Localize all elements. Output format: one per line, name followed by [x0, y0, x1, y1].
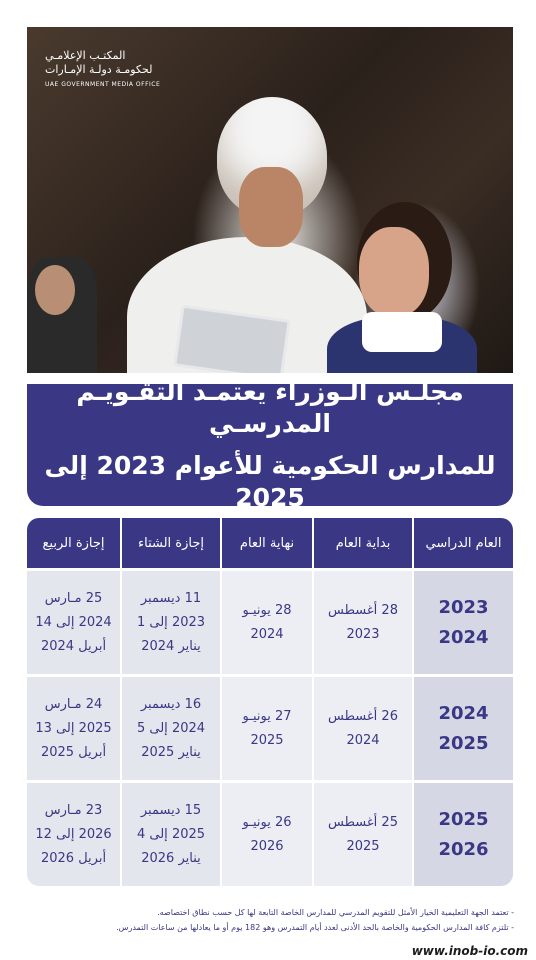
year-end: 2024: [438, 626, 489, 648]
header-spring-break: إجازة الربيع: [42, 535, 105, 551]
website-watermark: www.inob-io.com: [411, 944, 528, 958]
end-line1: 26 يونيـو: [242, 814, 292, 830]
cell-winter-break: [120, 571, 220, 674]
winter-line1: 11 ديسمبر: [140, 590, 202, 606]
cell-academic-year: [412, 783, 513, 886]
year-start: 2025: [438, 808, 489, 830]
table-header: [27, 518, 513, 568]
spring-line3: أبريل 2024: [40, 638, 107, 654]
start-line1: 26 أغسطس: [328, 708, 398, 724]
spring-line2: 2024 إلى 14: [35, 614, 112, 630]
cell-spring-break: [27, 783, 120, 886]
media-office-logo: [45, 49, 160, 88]
winter-line2: 2024 إلى 5: [136, 720, 206, 736]
year-start: 2024: [438, 702, 489, 724]
cell-spring-break: [27, 677, 120, 780]
header-year-end: نهاية العام: [220, 518, 312, 568]
spring-line3: أبريل 2026: [40, 850, 107, 866]
cell-year-start: [312, 783, 412, 886]
school-calendar-table: [27, 518, 513, 886]
spring-line1: 25 مـارس: [44, 590, 103, 606]
winter-line1: 16 ديسمبر: [140, 696, 202, 712]
cell-year-start: [312, 571, 412, 674]
year-end: 2026: [438, 838, 489, 860]
title-line1: مجلـس الـوزراء يعتمـد التقـويـم المدرسـي: [76, 377, 464, 438]
start-line1: 28 أغسطس: [328, 602, 398, 618]
year-start: 2023: [438, 596, 489, 618]
cell-academic-year: [412, 571, 513, 674]
spring-line2: 2026 إلى 12: [35, 826, 112, 842]
winter-line3: يناير 2024: [141, 638, 201, 654]
start-line1: 25 أغسطس: [328, 814, 398, 830]
spring-line1: 23 مـارس: [44, 802, 103, 818]
title-line2: للمدارس الحكومية للأعوام 2023 إلى 2025: [44, 451, 496, 512]
table-row: [27, 571, 513, 674]
footnote-2: - تلتزم كافة المدارس الحكومية والخاصة بالحد الأدنى لعدد أيام التمدرس وهو 182 يوم أو ما يعادلها من ساعات التمدرس.: [116, 923, 514, 932]
logo-arabic-line1: المكتـب الإعلامـي: [45, 49, 126, 62]
header-academic-year: العام الدراسي: [412, 518, 513, 568]
table-row: [27, 783, 513, 886]
end-line2: 2026: [250, 838, 284, 854]
start-line2: 2024: [346, 732, 380, 748]
photo-figure-girl-face: [359, 227, 429, 317]
footnote-1: - تعتمد الجهة التعليمية الخيار الأمثل للتقويم المدرسي للمدارس الخاصة التابعة لها كل حسب نطاق اختصاصه.: [157, 908, 514, 917]
photo-figure-man-face: [239, 167, 303, 247]
cell-spring-break: [27, 571, 120, 674]
hero-photo: [27, 27, 513, 373]
header-winter-break: إجازة الشتاء: [120, 518, 220, 568]
cell-winter-break: [120, 783, 220, 886]
photo-figure-boy-face: [35, 265, 75, 315]
start-line2: 2023: [346, 626, 380, 642]
winter-line3: يناير 2025: [141, 744, 201, 760]
cell-year-end: [220, 677, 312, 780]
winter-line1: 15 ديسمبر: [140, 802, 202, 818]
end-line1: 27 يونيـو: [242, 708, 292, 724]
cell-year-end: [220, 783, 312, 886]
cell-year-start: [312, 677, 412, 780]
cell-year-end: [220, 571, 312, 674]
title-banner: [27, 377, 513, 512]
winter-line2: 2025 إلى 4: [136, 826, 206, 842]
start-line2: 2025: [346, 838, 380, 854]
photo-figure-girl-collar: [362, 312, 442, 352]
end-line2: 2025: [250, 732, 284, 748]
cell-academic-year: [412, 677, 513, 780]
winter-line2: 2023 إلى 1: [136, 614, 206, 630]
footnotes: [22, 905, 514, 935]
logo-english: UAE GOVERNMENT MEDIA OFFICE: [45, 81, 161, 88]
logo-arabic-line2: لحكومـة دولـة الإمـارات: [45, 63, 153, 76]
end-line1: 28 يونيـو: [242, 602, 292, 618]
spring-line1: 24 مـارس: [44, 696, 103, 712]
winter-line3: يناير 2026: [141, 850, 201, 866]
spring-line2: 2025 إلى 13: [35, 720, 112, 736]
table-row: [27, 677, 513, 780]
header-year-start: بداية العام: [312, 518, 412, 568]
year-end: 2025: [438, 732, 489, 754]
end-line2: 2024: [250, 626, 284, 642]
spring-line3: أبريل 2025: [40, 744, 107, 760]
cell-winter-break: [120, 677, 220, 780]
